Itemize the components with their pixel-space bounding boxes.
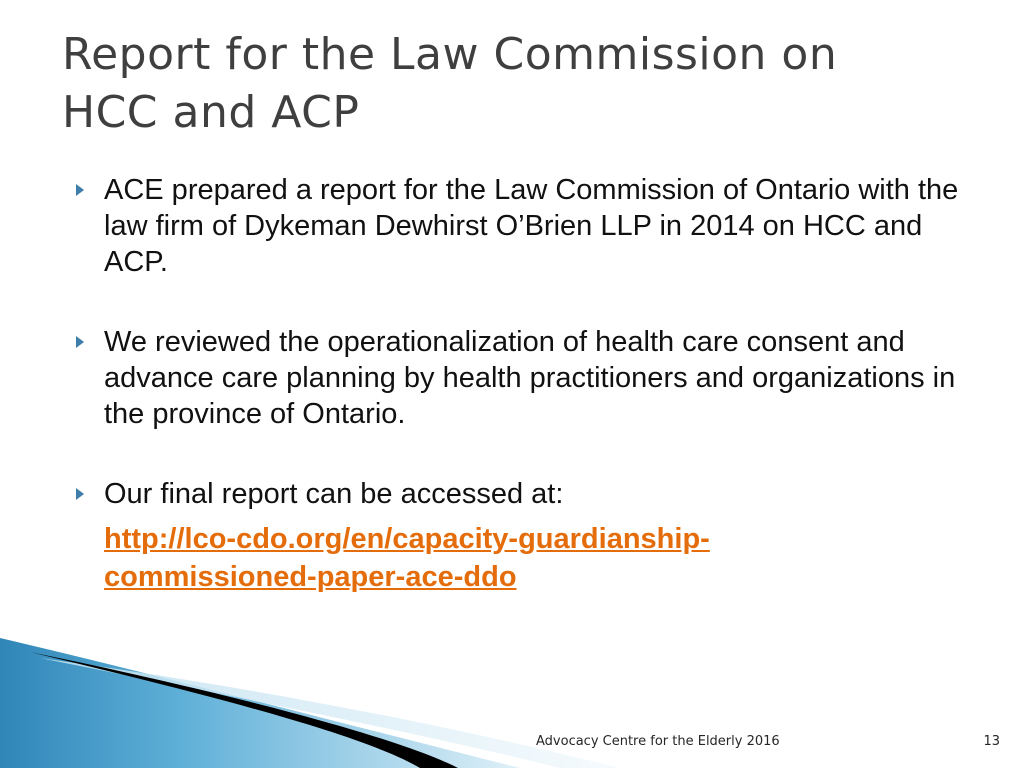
bullet-text-2: We reviewed the operationalization of health care consent and advance care planning by health practitioners and organizations in the province of Ontario. [104, 326, 956, 430]
deco-blue-band [0, 638, 520, 768]
bullet-arrow-icon [76, 488, 84, 500]
slide-title [62, 26, 992, 142]
footer-text: Advocacy Centre for the Elderly 2016 [536, 734, 780, 749]
page-number: 13 [983, 734, 1000, 749]
slide-body [72, 172, 972, 596]
decorative-swoosh [0, 638, 1024, 768]
slide-title-line-2: HCC and ACP [62, 87, 360, 138]
bullet-text-1: ACE prepared a report for the Law Commission of Ontario with the law firm of Dykeman Dewhirst O’Brien LLP in 2014 on HCC and ACP. [104, 174, 959, 278]
slide-title-line-1: Report for the Law Commission on [62, 29, 838, 80]
bullet-arrow-icon [76, 336, 84, 348]
report-link[interactable] [104, 523, 710, 593]
report-link-block [72, 520, 972, 596]
bullet-item-1 [72, 172, 972, 280]
bullet-item-3 [72, 476, 972, 512]
report-link-line-2: commissioned-paper-ace-ddo [104, 561, 517, 593]
report-link-line-1: http://lco-cdo.org/en/capacity-guardianship- [104, 523, 710, 555]
bullet-text-3: Our final report can be accessed at: [104, 478, 564, 510]
bullet-item-2 [72, 324, 972, 432]
bullet-arrow-icon [76, 184, 84, 196]
